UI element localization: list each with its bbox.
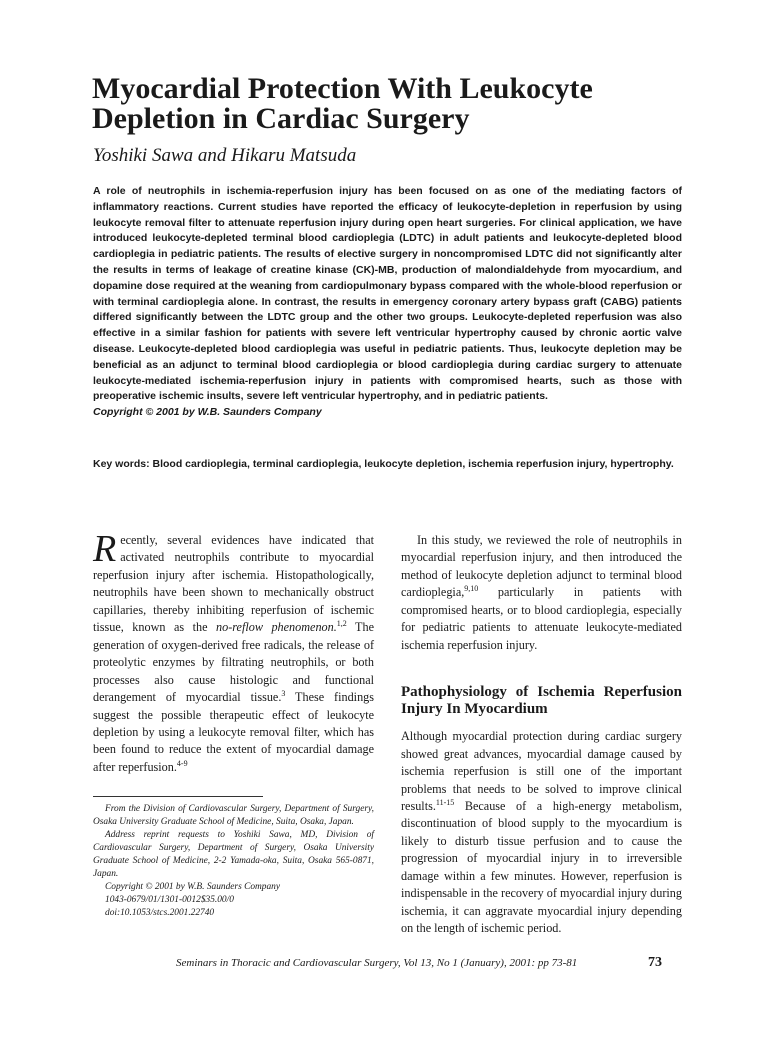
intro-paragraph: Recently, several evidences have indicated that activated neutrophils contribute to myocardial reperfusion injury after ischemia. Histopathologically, neutrophils have been shown to mechanically obstruct capillaries, thereby inhibiting reperfusion of ischemic tissue, known as the no-reflow phenomenon.$^{1,2}$ The generation of oxygen-derived free radicals, the release of proteolytic enzymes by filtrating neutrophils, or both processes also cause histologic and functional derangement of myocardial tissue.$^3$ These findings suggest the possible therapeutic effect of leukocyte depletion by using a leukocyte removal filter, which has been found to reduce the extent of myocardial damage after reperfusion.$^{4-9}$ [93,528,375,774]
keywords: Key words: Blood cardioplegia, terminal cardioplegia, leukocyte depletion, ischemia reperfusion injury, hypertrophy. [93,458,674,470]
citation: 3 [281,689,286,699]
citation: 11-15 [435,797,455,807]
left-column [93,528,375,776]
pathophysiology-paragraph: Although myocardial protection during cardiac surgery showed great advances, myocardial damage caused by ischemia reperfusion is still one of the important problems that needs to be solved to improve clinical results.$^{11-15}$ Because of a high-energy metabolism, discontinuation of blood supply to the myocardium is likely to disturb tissue perfusion and to cause the progression of myocardial injury in to irreversible damage within a few minutes. However, reperfusion is indispensable in the recovery of myocardial injury during ischemia, it can aggravate myocardial injury depending on the length of ischemic period. [401,729,682,936]
no-reflow-term: no-reflow phenomenon. [216,620,337,635]
abstract-text: A role of neutrophils in ischemia-reperfusion injury has been focused on as one of the mediating factors of inflammatory reactions. Current studies have reported the efficacy of leukocyte-depletion in reperfusion by using leukocyte removal filter to attenuate reperfusion injury during open heart surgeries. For clinical application, we have introduced leukocyte-depleted terminal blood cardioplegia (LDTC) in adult patients and leukocyte-depleted blood cardioplegia in pediatric patients. The results of elective surgery in noncompromised LDTC did not significantly alter the results in terms of leakage of creatine kinase (CK)-MB, production of malondialdehyde from myocardium, and dopamine dose required at the weaning from cardiopulmonary bypass compared with the whole-blood reperfusion or with terminal cardioplegia alone. In contrast, the results in emergency coronary artery bypass graft (CABG) patients differed significantly between the LDTC group and the other two groups. Leukocyte-depleted reperfusion was also effective in a similar fashion for patients with severe left ventricular hypertrophy caused by chronic aortic valve disease. Leukocyte-depleted blood cardioplegia was useful in pediatric patients. Thus, leukocyte depletion may be beneficial as an adjunct to terminal blood cardioplegia or blood cardioplegia during cardiac surgery to attenuate leukocyte-mediated ischemia-reperfusion injury in patients with compromised hearts, such as those with preoperative ischemic insults, severe left ventricular hypertrophy, and in pediatric patients. [93,185,682,403]
abstract-copyright: Copyright © 2001 by W.B. Saunders Company [93,406,322,419]
abstract [93,184,682,421]
drop-cap: R [93,528,117,570]
page-number: 73 [648,955,662,970]
footnote-reprints: Address reprint requests to Yoshiki Sawa, MD, Division of Cardiovascular Surgery, Department of Surgery, Osaka University Graduate School of Medicine, 2-2 Yamada-oka, Suita, Osaka 565-0871, Japan. [93,830,374,879]
journal-footer: Seminars in Thoracic and Cardiovascular Surgery, Vol 13, No 1 (January), 2001: pp 73-81 [176,957,578,969]
footnotes [93,803,374,920]
footnote-doi: doi:10.1053/stcs.2001.22740 [105,908,215,918]
article-title: Myocardial Protection With Leukocyte Depletion in Cardiac Surgery [92,72,593,135]
section-heading: Pathophysiology of Ischemia Reperfusion Injury In Myocardium [401,684,682,718]
right-column [401,532,682,938]
article-authors: Yoshiki Sawa and Hikaru Matsuda [93,145,357,166]
citation: 4-9 [176,758,188,768]
citation: 1,2 [336,619,347,629]
citation: 9,10 [464,584,479,594]
footnote-copyright: Copyright © 2001 by W.B. Saunders Company [105,882,280,892]
footnote-affiliation: From the Division of Cardiovascular Surgery, Department of Surgery, Osaka University Graduate School of Medicine, Suita, Osaka, Japan. [93,804,374,827]
footnote-issn: 1043-0679/01/1301-0012$35.00/0 [105,895,234,905]
footnote-divider [93,796,263,797]
study-paragraph: In this study, we reviewed the role of neutrophils in myocardial reperfusion injury, and then introduced the method of leukocyte depletion adjunct to terminal blood cardioplegia,$^{9,10}$ particularly in patients with compromised hearts, or to blood cardioplegia, especially for pediatric patients to attenuate leukocyte-mediated ischemia reperfusion injury. [401,533,682,652]
